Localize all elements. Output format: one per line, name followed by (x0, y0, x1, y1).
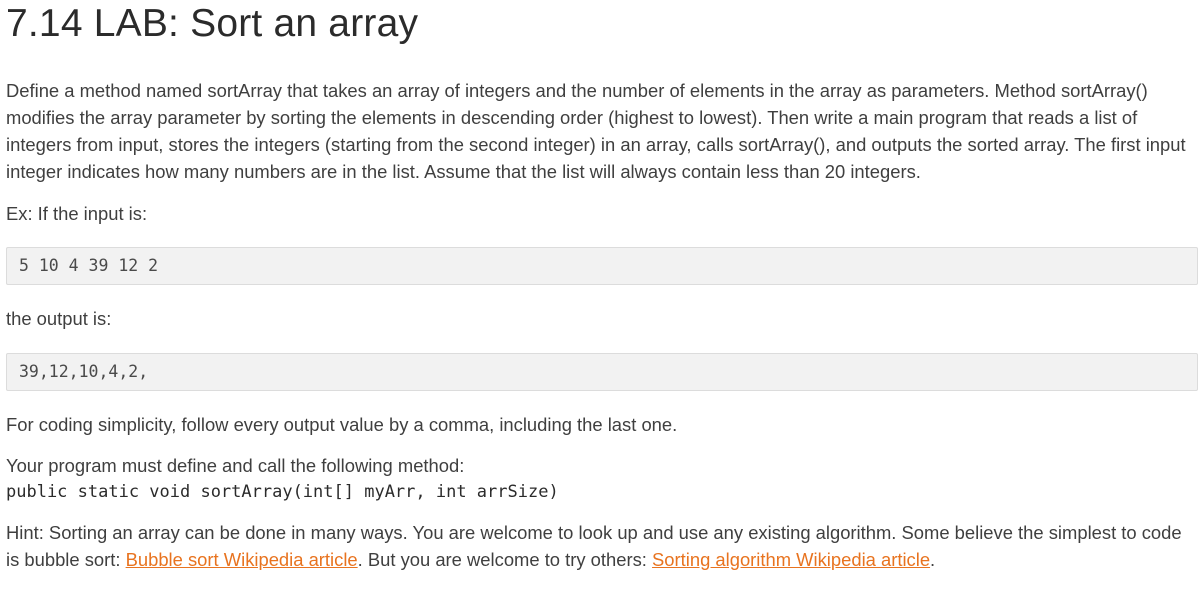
example-output-label: the output is: (6, 308, 112, 329)
bubble-sort-link[interactable]: Bubble sort Wikipedia article (125, 549, 358, 570)
hint-text-before: Hint: Sorting an array can be done in many ways. You are welcome to look up and use any existing algorithm. Some believe the simplest to code is bubble sort: (6, 522, 1182, 570)
example-input-box: 5 10 4 39 12 2 (6, 247, 1198, 285)
method-requirement-label: Your program must define and call the following method: (6, 455, 465, 476)
hint-text-after: . (930, 549, 936, 570)
page-title: 7.14 LAB: Sort an array (6, 2, 419, 45)
hint-text-middle: . But you are welcome to try others: (357, 549, 653, 570)
sorting-algorithm-link[interactable]: Sorting algorithm Wikipedia article (652, 549, 931, 570)
example-output-box: 39,12,10,4,2, (6, 353, 1198, 391)
simplicity-note: For coding simplicity, follow every output value by a comma, including the last one. (6, 414, 678, 435)
example-input-label: Ex: If the input is: (6, 203, 148, 224)
hint-paragraph (6, 519, 1198, 573)
problem-description: Define a method named sortArray that takes an array of integers and the number of elements in the array as parameters. Method sortArray() modifies the array parameter by sorting the elements in descending order (highest to lowest). Then write a main program that reads a list of integers from input, stores the integers (starting from the second integer) in an array, calls sortArray(), and outputs the sorted array. The first input integer indicates how many numbers are in the list. Assume that the list will always contain less than 20 integers. (6, 80, 1186, 182)
method-signature: public static void sortArray(int[] myArr, int arrSize) (6, 482, 559, 502)
